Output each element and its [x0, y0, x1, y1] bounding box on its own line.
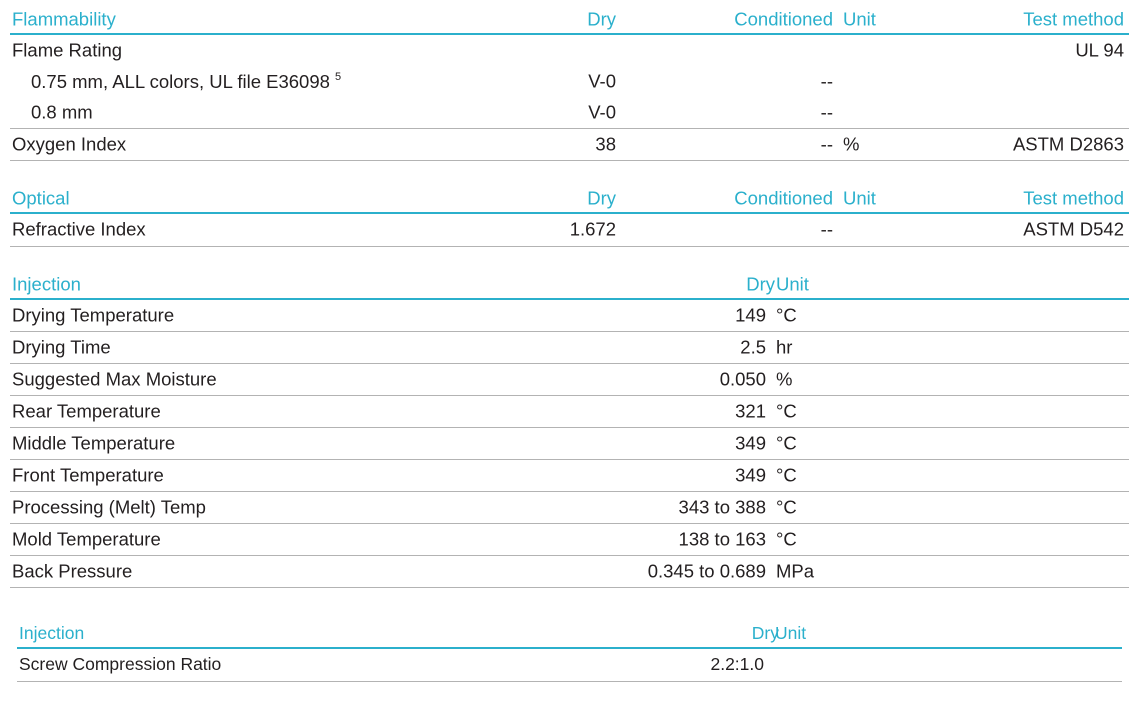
row-label: 0.75 mm, ALL colors, UL file E36098 $^5$	[31, 70, 342, 92]
row-unit: MPa	[776, 559, 815, 581]
row-label: 0.8 mm	[31, 100, 93, 122]
row-label: Processing (Melt) Temp	[12, 495, 206, 517]
row-unit: °C	[776, 303, 797, 325]
row-dry: 138 to 163	[678, 527, 766, 549]
row-test-method: ASTM D542	[1023, 218, 1124, 240]
row-label: Suggested Max Moisture	[12, 367, 217, 389]
row-conditioned: --	[820, 69, 833, 91]
flammability-header	[10, 7, 1129, 35]
row-dry: 0.345 to 0.689	[647, 559, 766, 581]
row-unit: °C	[776, 495, 797, 517]
row-conditioned: --	[820, 100, 833, 122]
table-row	[10, 97, 1129, 129]
row-label: Screw Compression Ratio	[19, 653, 222, 674]
table-row	[10, 556, 1129, 588]
table-row	[10, 35, 1129, 66]
row-dry: 2.2:1.0	[710, 653, 764, 674]
unit-header: Unit	[775, 622, 807, 643]
section-title: Optical	[12, 187, 70, 209]
row-label: Flame Rating	[12, 38, 123, 60]
table-row	[10, 332, 1129, 364]
row-conditioned: --	[820, 218, 833, 240]
row-dry: 0.050	[719, 367, 766, 389]
dry-header: Dry	[746, 273, 775, 295]
row-dry: 343 to 388	[678, 495, 766, 517]
row-unit: %	[776, 367, 793, 389]
table-row	[10, 66, 1129, 97]
row-unit: %	[843, 132, 860, 154]
table-row	[10, 428, 1129, 460]
row-dry: V-0	[588, 100, 616, 122]
table-row	[10, 492, 1129, 524]
row-dry: 1.672	[569, 218, 616, 240]
section-title: Flammability	[12, 8, 116, 30]
row-unit: °C	[776, 527, 797, 549]
dry-header: Dry	[751, 622, 779, 643]
dry-header: Dry	[587, 187, 616, 209]
injection-header	[17, 621, 1122, 649]
row-label: Rear Temperature	[12, 399, 161, 421]
injection-table-2	[17, 621, 1122, 682]
row-label: Middle Temperature	[12, 431, 176, 453]
row-dry: V-0	[588, 69, 616, 91]
row-label: Refractive Index	[12, 218, 146, 240]
unit-header: Unit	[776, 273, 809, 295]
table-row	[10, 396, 1129, 428]
table-row	[10, 214, 1129, 247]
row-label: Back Pressure	[12, 559, 133, 581]
table-row	[10, 460, 1129, 492]
test-method-header: Test method	[1023, 8, 1124, 30]
row-dry: 349	[735, 431, 766, 453]
table-row	[10, 524, 1129, 556]
unit-header: Unit	[843, 187, 876, 209]
row-dry: 149	[735, 303, 766, 325]
flammability-table	[10, 7, 1129, 161]
row-conditioned: --	[820, 132, 833, 154]
section-title: Injection	[12, 273, 81, 295]
injection-header	[10, 272, 1129, 300]
table-row	[10, 364, 1129, 396]
row-label: Drying Temperature	[12, 303, 175, 325]
row-unit: °C	[776, 463, 797, 485]
optical-table	[10, 186, 1129, 247]
table-row	[17, 649, 1122, 682]
row-dry: 321	[735, 399, 766, 421]
row-label: Front Temperature	[12, 463, 164, 485]
table-row	[10, 129, 1129, 161]
row-label: Oxygen Index	[12, 132, 127, 154]
dry-header: Dry	[587, 8, 616, 30]
row-dry: 349	[735, 463, 766, 485]
optical-header	[10, 186, 1129, 214]
row-unit: hr	[776, 335, 793, 357]
row-test-method: ASTM D2863	[1012, 132, 1124, 154]
footnote-marker: 5	[335, 70, 342, 83]
row-label: Drying Time	[12, 335, 111, 357]
row-unit: °C	[776, 399, 797, 421]
row-dry: 2.5	[740, 335, 766, 357]
row-dry: 38	[595, 132, 616, 154]
row-test-method: UL 94	[1075, 38, 1124, 60]
row-label: Mold Temperature	[12, 527, 161, 549]
row-unit: °C	[776, 431, 797, 453]
test-method-header: Test method	[1023, 187, 1124, 209]
section-title: Injection	[19, 622, 85, 643]
unit-header: Unit	[843, 8, 876, 30]
conditioned-header: Conditioned	[734, 187, 833, 209]
conditioned-header: Conditioned	[734, 8, 833, 30]
table-row	[10, 300, 1129, 332]
injection-table	[10, 272, 1129, 588]
